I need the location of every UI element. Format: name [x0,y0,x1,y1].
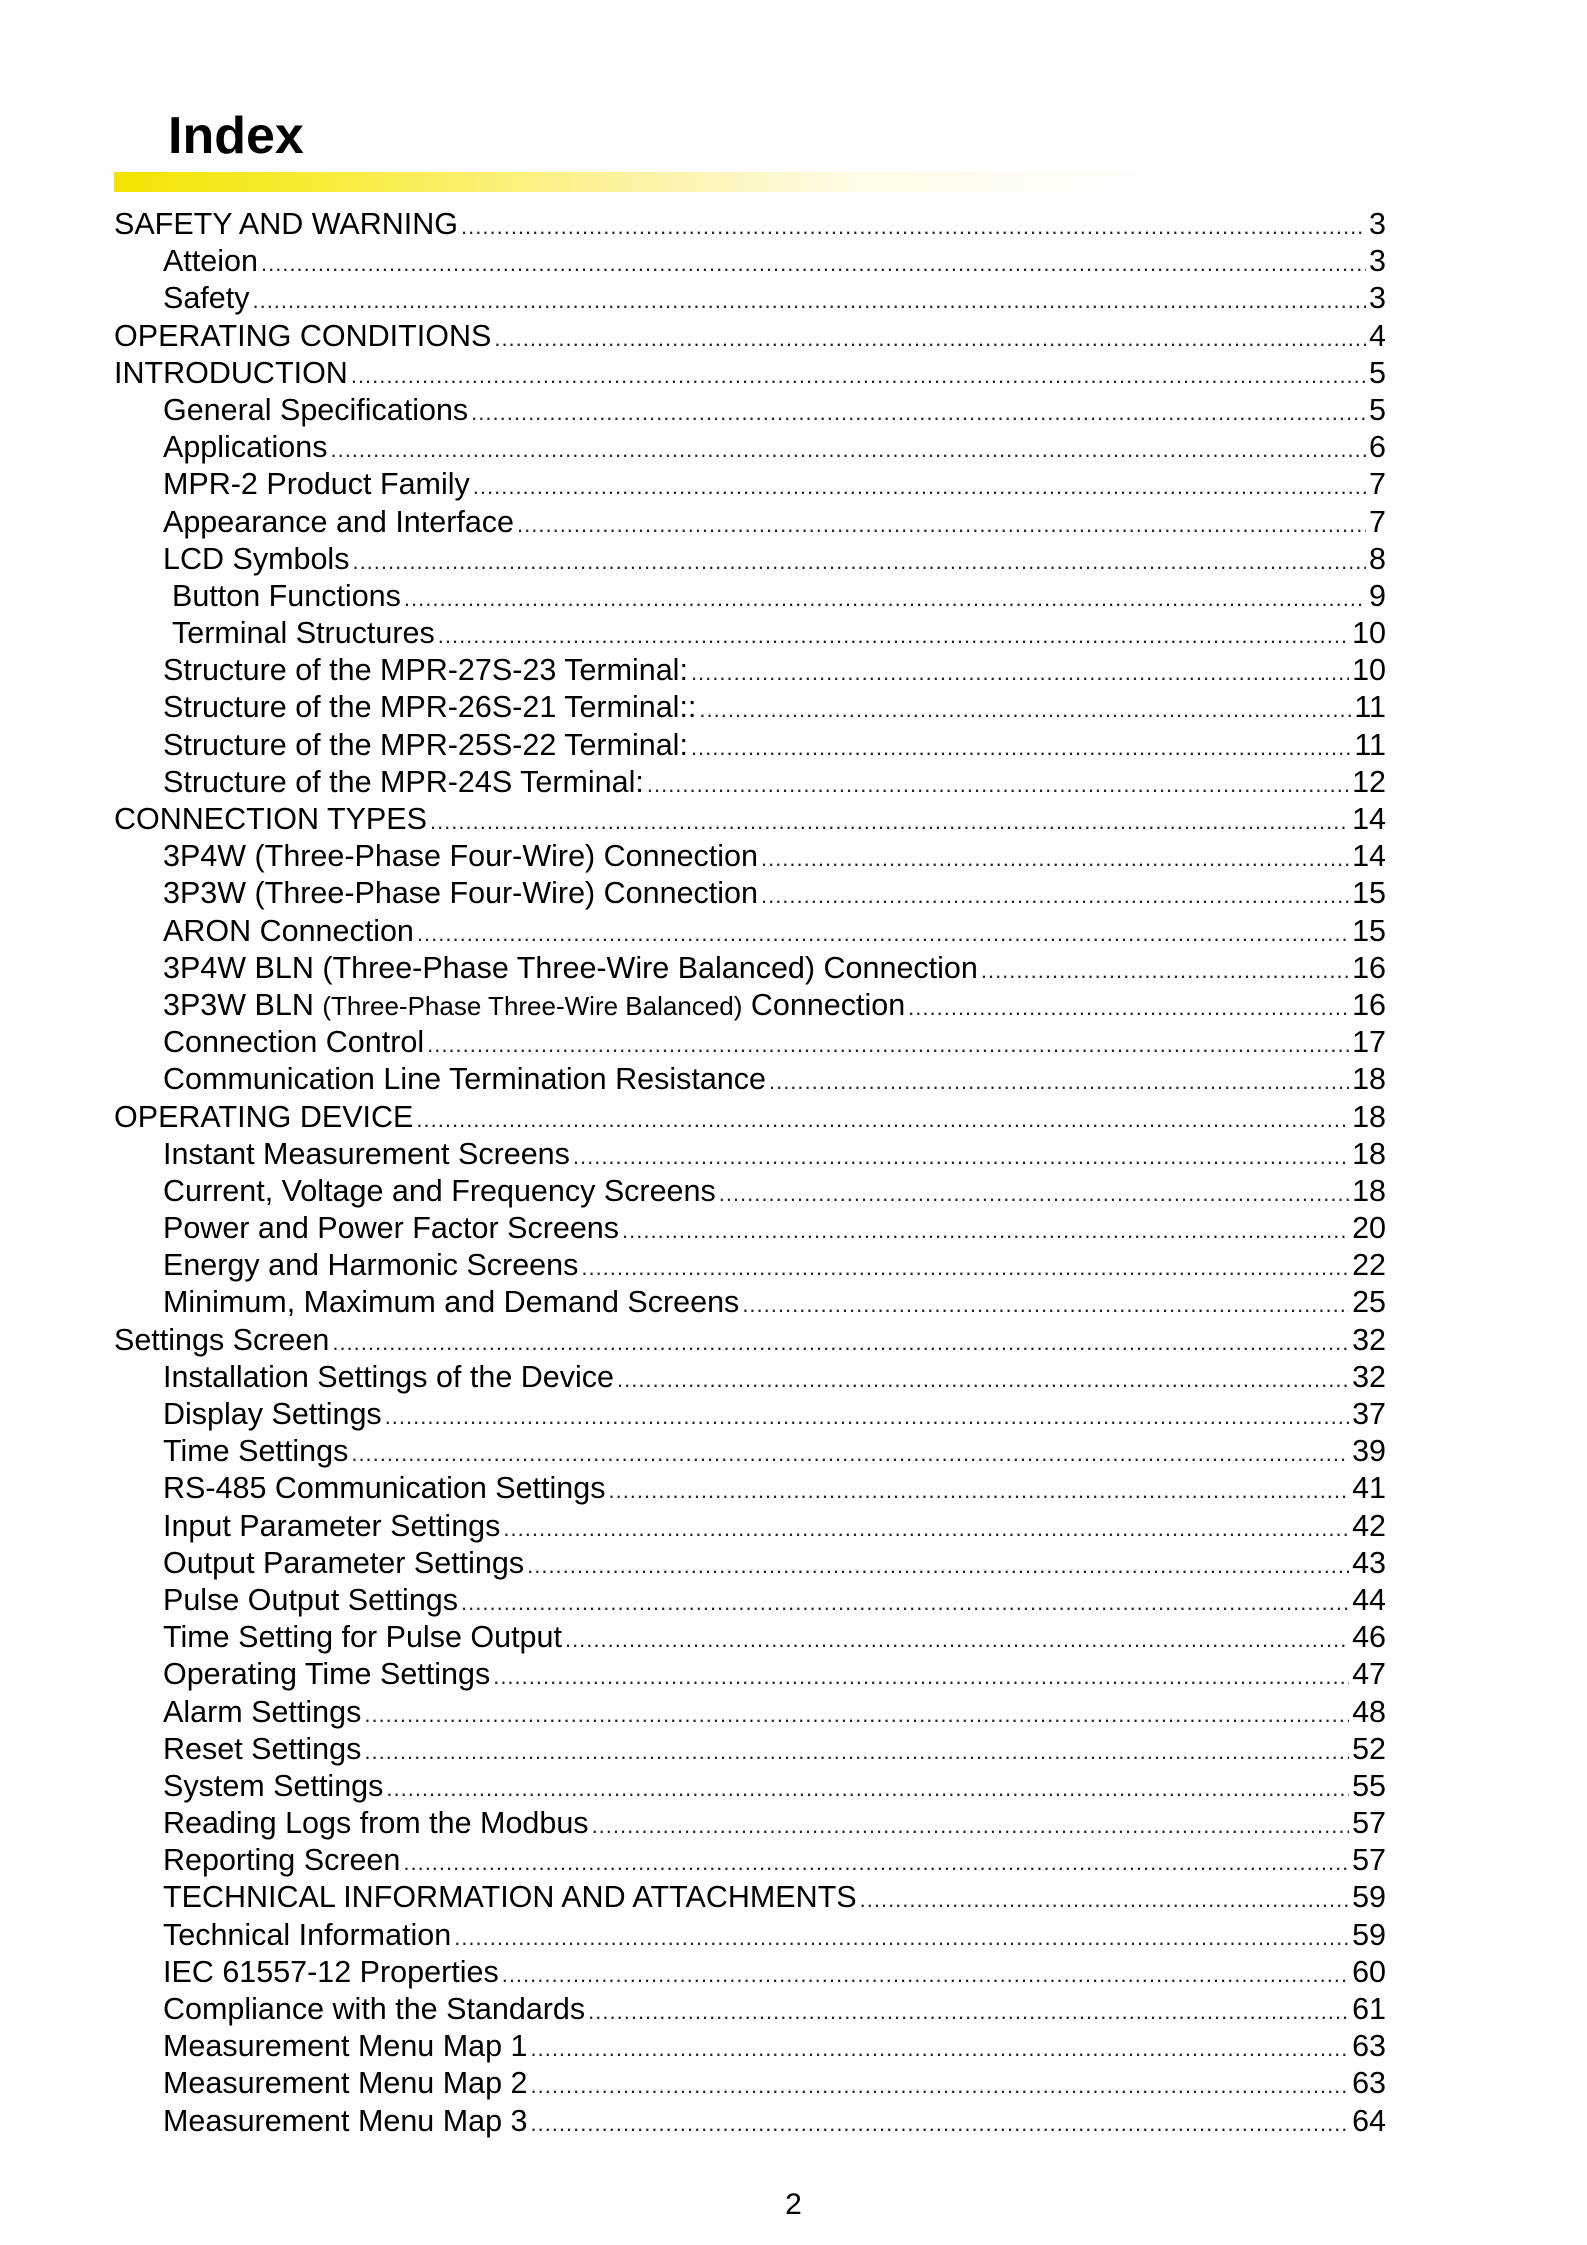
toc-entry[interactable] [114,1954,1386,1991]
toc-entry[interactable] [114,764,1386,801]
toc-entry-label: Pulse Output Settings [163,1582,459,1617]
toc-dot-leader [981,952,1349,989]
toc-dot-leader [364,1696,1349,1733]
toc-entry[interactable] [114,838,1386,875]
toc-entry-page: 32 [1352,1359,1386,1394]
toc-entry[interactable] [114,1545,1386,1582]
toc-dot-leader [330,431,1366,468]
toc-dot-leader [761,840,1349,877]
toc-entry-page: 44 [1352,1582,1386,1617]
toc-entry-label-part: (Three-Phase Three-Wire Balanced) [322,990,743,1021]
toc-entry-page: 46 [1352,1620,1386,1655]
table-of-contents [114,206,1386,2140]
toc-entry[interactable] [114,2028,1386,2065]
toc-dot-leader [261,245,1366,282]
page-title: Index [168,107,304,165]
toc-entry-page: 37 [1352,1397,1386,1431]
toc-entry[interactable] [114,541,1386,578]
toc-entry-page: 60 [1352,1954,1386,1989]
toc-entry-label: Instant Measurement Screens [163,1136,570,1171]
toc-entry-label: Compliance with the Standards [163,1992,586,2026]
toc-entry[interactable] [114,987,1386,1024]
toc-entry[interactable] [114,875,1386,912]
toc-entry-label: Time Setting for Pulse Output [163,1620,562,1655]
toc-entry[interactable] [114,1284,1386,1321]
toc-entry-page: 57 [1352,1806,1386,1841]
toc-entry[interactable] [114,243,1386,280]
toc-entry[interactable] [114,1879,1386,1916]
toc-dot-leader [386,1770,1349,1807]
toc-entry[interactable] [114,1731,1386,1768]
toc-entry[interactable] [114,1842,1386,1879]
toc-entry-label: Structure of the MPR-25S-22 Terminal: [163,727,688,762]
toc-entry[interactable] [114,1470,1386,1507]
toc-entry-page: 10 [1352,616,1386,651]
toc-entry[interactable] [114,466,1386,503]
toc-entry-label: RS-485 Communication Settings [163,1471,606,1506]
toc-entry-page: 18 [1352,1173,1386,1208]
toc-dot-leader [427,1026,1349,1063]
toc-entry[interactable] [114,1694,1386,1731]
toc-entry-label: TECHNICAL INFORMATION AND ATTACHMENTS [163,1880,857,1915]
toc-entry-label: Alarm Settings [163,1694,362,1729]
toc-dot-leader [351,357,1366,394]
toc-dot-leader [364,1733,1349,1770]
toc-entry-page: 48 [1352,1694,1386,1729]
toc-entry[interactable] [114,355,1386,392]
toc-entry-page: 14 [1352,839,1386,874]
toc-entry-label: Reading Logs from the Modbus [163,1806,589,1841]
toc-entry-page: 47 [1352,1657,1386,1692]
toc-entry-label: Measurement Menu Map 2 [163,2066,528,2101]
toc-entry-page: 18 [1352,1136,1386,1171]
toc-entry-page: 32 [1352,1322,1386,1357]
toc-dot-leader [461,208,1366,245]
toc-entry[interactable] [114,318,1386,355]
toc-entry-label [163,987,905,1025]
toc-dot-leader [691,729,1351,766]
toc-entry-page: 59 [1352,1880,1386,1915]
toc-entry-label: Communication Line Termination Resistance [163,1062,766,1097]
toc-dot-leader [352,543,1366,580]
toc-dot-leader [438,617,1349,654]
toc-dot-leader [908,989,1349,1026]
toc-entry[interactable] [114,1433,1386,1470]
toc-entry-page: 5 [1369,355,1386,390]
toc-entry[interactable] [114,578,1386,615]
toc-entry-page: 8 [1369,541,1386,576]
toc-entry-label: Measurement Menu Map 3 [163,2103,528,2138]
toc-entry-label: General Specifications [163,392,469,427]
toc-dot-leader [769,1063,1349,1100]
toc-entry-label: Settings Screen [114,1322,330,1357]
toc-dot-leader [565,1621,1349,1658]
toc-entry-page: 7 [1369,467,1386,502]
toc-entry-label: Structure of the MPR-24S Terminal: [163,764,644,799]
toc-entry-label: LCD Symbols [163,541,350,576]
toc-dot-leader [860,1881,1349,1918]
toc-entry[interactable] [114,1396,1386,1433]
toc-entry-label: Measurement Menu Map 1 [163,2029,528,2064]
toc-entry-page: 63 [1352,2066,1386,2101]
toc-dot-leader [530,2067,1349,2104]
toc-dot-leader [608,1472,1349,1509]
toc-entry[interactable] [114,1582,1386,1619]
toc-dot-leader [461,1584,1349,1621]
toc-entry-page: 16 [1352,950,1386,985]
toc-dot-leader [404,580,1366,617]
toc-dot-leader [503,1510,1349,1547]
toc-entry-label: Current, Voltage and Frequency Screens [163,1173,716,1208]
toc-entry-page: 4 [1369,318,1386,353]
toc-entry-label: Display Settings [163,1397,382,1431]
toc-entry-label-part: 3P3W BLN [163,987,323,1022]
toc-entry-label: MPR-2 Product Family [163,467,470,502]
toc-entry-page: 42 [1352,1508,1386,1543]
toc-dot-leader [471,394,1366,431]
toc-entry-label: Reporting Screen [163,1843,401,1878]
toc-dot-leader [494,320,1366,357]
title-underline-bar [114,172,1174,192]
toc-entry-label: Minimum, Maximum and Demand Screens [163,1285,740,1320]
toc-dot-leader [581,1249,1349,1286]
toc-entry-page: 15 [1352,876,1386,911]
toc-dot-leader [403,1844,1349,1881]
toc-entry[interactable] [114,2065,1386,2102]
toc-dot-leader [502,1956,1349,1993]
toc-entry[interactable] [114,206,1386,243]
toc-entry[interactable] [114,652,1386,689]
toc-entry-page: 18 [1352,1099,1386,1134]
toc-dot-leader [416,1101,1349,1138]
toc-entry-page: 25 [1352,1285,1386,1320]
toc-entry[interactable] [114,1805,1386,1842]
toc-entry-page: 63 [1352,2029,1386,2064]
page-number: 2 [785,2188,802,2221]
toc-entry-label: Applications [163,430,328,465]
toc-entry-label: Button Functions [172,578,401,613]
toc-entry-label: Input Parameter Settings [163,1508,501,1543]
toc-entry[interactable] [114,392,1386,429]
toc-entry-page: 5 [1369,392,1386,427]
toc-dot-leader [493,1658,1349,1695]
toc-entry-page: 55 [1352,1768,1386,1803]
toc-dot-leader [691,654,1349,691]
toc-entry[interactable] [114,429,1386,466]
toc-dot-leader [430,803,1349,840]
toc-entry-page: 3 [1369,207,1386,241]
toc-dot-leader [617,1361,1349,1398]
toc-dot-leader [588,1993,1349,2030]
toc-dot-leader [527,1547,1349,1584]
toc-dot-leader [719,1175,1349,1212]
toc-entry-page: 39 [1352,1434,1386,1469]
toc-entry-page: 52 [1352,1731,1386,1766]
toc-entry[interactable] [114,1136,1386,1173]
toc-entry[interactable] [114,1656,1386,1693]
toc-entry-page: 20 [1352,1211,1386,1246]
toc-dot-leader [385,1398,1349,1435]
toc-dot-leader [252,282,1366,319]
toc-dot-leader [530,2105,1349,2142]
toc-entry-page: 57 [1352,1843,1386,1878]
toc-entry-page: 64 [1352,2103,1386,2138]
toc-entry-label: 3P4W (Three-Phase Four-Wire) Connection [163,839,758,874]
toc-entry[interactable] [114,1322,1386,1359]
toc-entry[interactable] [114,1247,1386,1284]
toc-entry[interactable] [114,1024,1386,1061]
toc-entry[interactable] [114,1991,1386,2028]
toc-entry-label: Safety [163,281,250,316]
toc-entry[interactable] [114,504,1386,541]
toc-dot-leader [454,1919,1349,1956]
toc-entry-label: Operating Time Settings [163,1657,491,1692]
toc-entry[interactable] [114,950,1386,987]
toc-entry-label: ARON Connection [163,913,414,948]
toc-entry-page: 7 [1369,504,1386,539]
toc-entry[interactable] [114,1768,1386,1805]
toc-entry-label: Structure of the MPR-26S-21 Terminal:: [163,690,697,725]
toc-entry-label: Power and Power Factor Screens [163,1211,620,1246]
toc-entry-page: 43 [1352,1545,1386,1580]
toc-entry-page: 15 [1352,913,1386,948]
toc-entry[interactable] [114,1619,1386,1656]
toc-entry-page: 41 [1352,1471,1386,1506]
toc-entry-page: 17 [1352,1025,1386,1060]
toc-entry-label: Output Parameter Settings [163,1545,525,1580]
toc-entry[interactable] [114,801,1386,838]
toc-entry[interactable] [114,913,1386,950]
toc-entry[interactable] [114,727,1386,764]
toc-entry-label: SAFETY AND WARNING [114,207,459,241]
toc-entry-page: 11 [1354,690,1386,725]
toc-entry-label: Time Settings [163,1434,349,1469]
toc-dot-leader [417,915,1349,952]
toc-entry-page: 16 [1352,987,1386,1022]
toc-dot-leader [332,1324,1349,1361]
toc-entry[interactable] [114,1210,1386,1247]
toc-entry-label: Terminal Structures [172,616,435,651]
toc-dot-leader [742,1286,1349,1323]
toc-entry-label-part: Connection [742,987,906,1022]
toc-dot-leader [473,468,1366,505]
toc-dot-leader [517,506,1366,543]
toc-dot-leader [351,1435,1349,1472]
toc-dot-leader [622,1212,1349,1249]
toc-dot-leader [647,766,1349,803]
toc-entry-label: IEC 61557-12 Properties [163,1954,499,1989]
toc-entry-label: OPERATING CONDITIONS [114,318,492,353]
toc-entry-page: 18 [1352,1062,1386,1097]
toc-entry-label: Atteion [163,244,258,279]
toc-entry-label: System Settings [163,1768,384,1803]
toc-entry[interactable] [114,2103,1386,2140]
toc-entry-page: 3 [1369,281,1386,316]
toc-entry-page: 10 [1352,653,1386,688]
toc-entry[interactable] [114,1917,1386,1954]
toc-entry[interactable] [114,280,1386,317]
toc-entry-label: Technical Information [163,1917,452,1952]
toc-entry[interactable] [114,615,1386,652]
toc-entry[interactable] [114,689,1386,726]
toc-entry-page: 11 [1354,727,1386,762]
toc-dot-leader [699,691,1351,728]
toc-entry-page: 14 [1352,802,1386,836]
toc-entry-label: 3P4W BLN (Three-Phase Three-Wire Balanced) Connection [163,950,978,985]
toc-entry-label: OPERATING DEVICE [114,1099,414,1134]
toc-entry-label: Installation Settings of the Device [163,1359,614,1394]
toc-entry[interactable] [114,1508,1386,1545]
toc-entry-label: Structure of the MPR-27S-23 Terminal: [163,653,688,688]
toc-entry-page: 9 [1369,578,1386,613]
toc-entry-page: 59 [1352,1917,1386,1952]
toc-dot-leader [761,877,1349,914]
toc-entry-page: 12 [1352,764,1386,799]
toc-entry-label: Connection Control [163,1025,425,1060]
toc-entry-label: Energy and Harmonic Screens [163,1248,579,1283]
toc-entry[interactable] [114,1359,1386,1396]
toc-entry-label: 3P3W (Three-Phase Four-Wire) Connection [163,876,758,911]
toc-entry-page: 3 [1369,244,1386,279]
toc-entry[interactable] [114,1061,1386,1098]
toc-entry[interactable] [114,1099,1386,1136]
toc-entry-page: 61 [1352,1992,1386,2026]
toc-dot-leader [573,1138,1349,1175]
toc-entry-label: CONNECTION TYPES [114,802,427,836]
toc-entry-label: Reset Settings [163,1731,362,1766]
toc-dot-leader [530,2030,1349,2067]
toc-entry-label: INTRODUCTION [114,355,348,390]
toc-entry-label: Appearance and Interface [163,504,515,539]
toc-entry-page: 6 [1369,430,1386,465]
toc-dot-leader [592,1807,1350,1844]
toc-entry-page: 22 [1352,1248,1386,1283]
toc-entry[interactable] [114,1173,1386,1210]
